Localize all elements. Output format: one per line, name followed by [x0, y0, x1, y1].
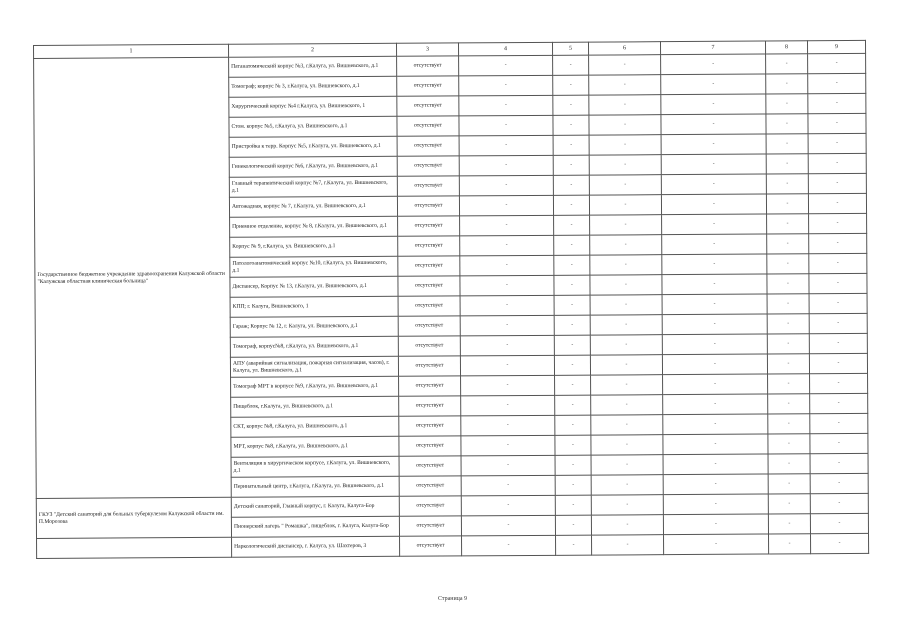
- dash-cell-col8: -: [768, 494, 810, 514]
- dash-cell-col8: -: [768, 454, 810, 474]
- facility-address-cell: Пионерский лагерь " Ромашка", пищеблок, г. Калуга, Калуга-Бор: [231, 516, 399, 537]
- status-cell: отсутствует: [398, 276, 460, 296]
- dash-cell-col5: -: [554, 355, 590, 375]
- dash-cell-col5: -: [555, 375, 591, 395]
- dash-cell-col4: -: [459, 195, 553, 216]
- dash-cell-col6: -: [590, 355, 662, 375]
- dash-cell-col9: -: [808, 113, 866, 133]
- dash-cell-col4: -: [460, 215, 554, 236]
- dash-cell-col5: -: [553, 135, 589, 155]
- facility-address-cell: Перинатальный центр, г.Калуга, г.Калуга, ул. Вишневского, д.1: [231, 476, 399, 497]
- dash-cell-col7: -: [663, 454, 768, 475]
- dash-cell-col9: -: [809, 333, 867, 353]
- dash-cell-col9: -: [808, 193, 866, 213]
- dash-cell-col5: -: [555, 495, 591, 515]
- dash-cell-col9: -: [810, 413, 868, 433]
- dash-cell-col5: -: [555, 435, 591, 455]
- dash-cell-col9: -: [810, 473, 868, 493]
- dash-cell-col5: -: [554, 215, 590, 235]
- dash-cell-col7: -: [662, 334, 767, 355]
- dash-cell-col9: -: [808, 93, 866, 113]
- dash-cell-col5: -: [554, 315, 590, 335]
- dash-cell-col8: -: [768, 474, 810, 494]
- dash-cell-col8: -: [766, 194, 808, 214]
- status-cell: отсутствует: [398, 316, 460, 336]
- table-body: [34, 40, 869, 558]
- dash-cell-col4: -: [461, 515, 555, 536]
- status-cell: отсутствует: [398, 336, 460, 356]
- dash-cell-col7: -: [661, 94, 766, 115]
- dash-cell-col4: -: [461, 395, 555, 416]
- status-cell: отсутствует: [399, 396, 461, 416]
- dash-cell-col7: -: [663, 374, 768, 395]
- dash-cell-col6: -: [591, 395, 663, 415]
- dash-cell-col7: -: [662, 274, 767, 295]
- dash-cell-col6: -: [589, 175, 661, 195]
- dash-cell-col6: -: [589, 55, 661, 75]
- status-cell: отсутствует: [399, 476, 461, 496]
- dash-cell-col8: -: [768, 414, 810, 434]
- status-cell: отсутствует: [397, 196, 459, 216]
- status-cell: отсутствует: [398, 356, 460, 376]
- status-cell: отсутствует: [399, 376, 461, 396]
- dash-cell-col8: -: [769, 534, 811, 554]
- dash-cell-col6: -: [589, 135, 661, 155]
- dash-cell-col8: -: [768, 374, 810, 394]
- dash-cell-col5: -: [554, 295, 590, 315]
- dash-cell-col5: -: [553, 155, 589, 175]
- facility-address-cell: Детский санаторий, Главный корпус, г. Калуга, Калуга-Бор: [231, 496, 399, 517]
- dash-cell-col8: -: [767, 234, 809, 254]
- dash-cell-col4: -: [460, 255, 554, 276]
- dash-cell-col7: -: [663, 474, 768, 495]
- dash-cell-col6: -: [590, 315, 662, 335]
- facility-address-cell: АПУ (аварийная сигнализация, пожарная сигнализация, часов), г. Калуга, ул. Вишневского, д.1: [230, 356, 398, 377]
- dash-cell-col6: -: [591, 455, 663, 475]
- dash-cell-col7: -: [661, 174, 766, 195]
- facility-address-cell: Томограф МРТ в корпусе №9, г.Калуга, ул. Вишневского, д.1: [231, 376, 399, 397]
- dash-cell-col7: -: [662, 294, 767, 315]
- facility-address-cell: Патологоанатомический корпус №10, г.Калуга, ул. Вишневского, д.1: [230, 256, 398, 277]
- dash-cell-col4: -: [461, 435, 555, 456]
- dash-cell-col7: -: [663, 514, 768, 535]
- dash-cell-col9: -: [808, 153, 866, 173]
- dash-cell-col4: -: [461, 475, 555, 496]
- dash-cell-col4: -: [460, 275, 554, 296]
- status-cell: отсутствует: [399, 436, 461, 456]
- status-cell: отсутствует: [397, 96, 459, 116]
- dash-cell-col6: -: [590, 215, 662, 235]
- dash-cell-col6: -: [589, 95, 661, 115]
- dash-cell-col8: -: [767, 254, 809, 274]
- facility-address-cell: Гараж; Корпус № 12, г. Калуга, ул. Вишневского, д.1: [230, 316, 398, 337]
- dash-cell-col6: -: [591, 515, 663, 535]
- dash-cell-col5: -: [554, 255, 590, 275]
- dash-cell-col9: -: [809, 233, 867, 253]
- dash-cell-col8: -: [766, 134, 808, 154]
- facility-address-cell: Патанатомический корпус №3, г.Калуга, ул. Вишневского, д.1: [229, 56, 397, 77]
- dash-cell-col6: -: [591, 435, 663, 455]
- dash-cell-col4: -: [461, 415, 555, 436]
- dash-cell-col6: -: [589, 195, 661, 215]
- facility-address-cell: СКТ, корпус №8, г.Калуга, ул. Вишневского, д.1: [231, 416, 399, 437]
- dash-cell-col9: -: [810, 453, 868, 473]
- dash-cell-col8: -: [768, 434, 810, 454]
- header-cell-col3: 3: [396, 43, 458, 56]
- dash-cell-col8: -: [767, 314, 809, 334]
- facility-address-cell: Пищеблок, г.Калуга, ул. Вишневского, д.1: [231, 396, 399, 417]
- dash-cell-col4: -: [461, 495, 555, 516]
- table-row: [37, 533, 869, 558]
- status-cell: отсутствует: [397, 76, 459, 96]
- dash-cell-col7: -: [661, 74, 766, 95]
- dash-cell-col5: -: [555, 475, 591, 495]
- dash-cell-col5: -: [554, 335, 590, 355]
- page-number: Страница 9: [437, 596, 468, 602]
- dash-cell-col5: -: [554, 235, 590, 255]
- dash-cell-col6: -: [590, 235, 662, 255]
- facility-address-cell: Стом. корпус №5, г.Калуга, ул. Вишневского, д.1: [229, 116, 397, 137]
- header-cell-col2: 2: [228, 43, 396, 57]
- dash-cell-col7: -: [661, 194, 766, 215]
- facility-address-cell: Вентиляция в хирургическом корпусе, г.Калуга, ул. Вишневского, д.1: [231, 456, 399, 477]
- dash-cell-col8: -: [766, 74, 808, 94]
- dash-cell-col9: -: [809, 253, 867, 273]
- header-cell-col4: 4: [458, 42, 552, 56]
- dash-cell-col6: -: [591, 475, 663, 495]
- status-cell: отсутствует: [399, 496, 461, 516]
- header-cell-col8: 8: [765, 41, 807, 54]
- status-cell: отсутствует: [398, 296, 460, 316]
- header-cell-col6: 6: [588, 42, 660, 55]
- dash-cell-col6: -: [589, 75, 661, 95]
- dash-cell-col9: -: [808, 173, 866, 193]
- status-cell: отсутствует: [397, 156, 459, 176]
- dash-cell-col4: -: [461, 455, 555, 476]
- status-cell: отсутствует: [399, 416, 461, 436]
- dash-cell-col8: -: [766, 174, 808, 194]
- status-cell: отсутствует: [399, 516, 461, 536]
- header-cell-col9: 9: [807, 40, 865, 53]
- dash-cell-col6: -: [589, 155, 661, 175]
- header-cell-col5: 5: [552, 42, 588, 55]
- dash-cell-col7: -: [662, 354, 767, 375]
- organization-cell: Государственное бюджетное учреждение здравоохранения Калужской области "Калужская областная клиническая больница": [34, 57, 232, 498]
- dash-cell-col5: -: [555, 395, 591, 415]
- facility-address-cell: КПП; г. Калуга, Вишневского, 1: [230, 296, 398, 317]
- dash-cell-col8: -: [768, 514, 810, 534]
- header-cell-col1: 1: [34, 44, 229, 58]
- dash-cell-col5: -: [553, 175, 589, 195]
- dash-cell-col9: -: [810, 493, 868, 513]
- dash-cell-col9: -: [809, 313, 867, 333]
- dash-cell-col5: -: [556, 535, 592, 555]
- dash-cell-col5: -: [555, 455, 591, 475]
- dash-cell-col9: -: [809, 353, 867, 373]
- dash-cell-col4: -: [459, 155, 553, 176]
- dash-cell-col5: -: [555, 415, 591, 435]
- dash-cell-col4: -: [459, 135, 553, 156]
- dash-cell-col5: -: [555, 515, 591, 535]
- status-cell: отсутствует: [399, 456, 461, 476]
- dash-cell-col7: -: [661, 134, 766, 155]
- dash-cell-col7: -: [663, 434, 768, 455]
- dash-cell-col9: -: [811, 533, 869, 553]
- dash-cell-col9: -: [810, 433, 868, 453]
- dash-cell-col6: -: [590, 255, 662, 275]
- dash-cell-col8: -: [767, 354, 809, 374]
- status-cell: отсутствует: [397, 56, 459, 76]
- dash-cell-col7: -: [661, 54, 766, 75]
- status-cell: отсутствует: [398, 236, 460, 256]
- facility-address-cell: Наркологический диспансер, г. Калуга, ул. Шахтеров, 3: [232, 536, 400, 557]
- facility-address-cell: Автожадная, корпус № 7, г.Калуга, ул. Вишневского, д.1: [229, 196, 397, 217]
- dash-cell-col6: -: [590, 335, 662, 355]
- status-cell: отсутствует: [397, 136, 459, 156]
- organization-cell: [37, 537, 232, 558]
- dash-cell-col9: -: [809, 213, 867, 233]
- facility-address-cell: Томограф, корпус№8, г.Калуга, ул. Вишневского, д.1: [230, 336, 398, 357]
- facility-address-cell: Корпус № 9, г.Калуга, ул. Вишневского, д.1: [230, 236, 398, 257]
- dash-cell-col8: -: [767, 294, 809, 314]
- facility-address-cell: Гинекологический корпус №6, г.Калуга, ул. Вишневского, д.1: [229, 156, 397, 177]
- dash-cell-col8: -: [766, 114, 808, 134]
- facility-address-cell: Хирургический корпус №4 г.Калуга, ул. Вишневского, 1: [229, 96, 397, 117]
- dash-cell-col9: -: [810, 393, 868, 413]
- dash-cell-col8: -: [768, 394, 810, 414]
- dash-cell-col4: -: [459, 55, 553, 76]
- dash-cell-col6: -: [591, 415, 663, 435]
- status-cell: отсутствует: [398, 216, 460, 236]
- dash-cell-col7: -: [664, 534, 769, 555]
- dash-cell-col4: -: [461, 375, 555, 396]
- dash-cell-col5: -: [553, 115, 589, 135]
- status-cell: отсутствует: [400, 536, 462, 556]
- dash-cell-col9: -: [808, 73, 866, 93]
- dash-cell-col4: -: [459, 175, 553, 196]
- dash-cell-col6: -: [590, 275, 662, 295]
- dash-cell-col6: -: [592, 535, 664, 555]
- facility-address-cell: Томограф; корпус № 3, г.Калуга, ул. Вишневского, д.1: [229, 76, 397, 97]
- facility-address-cell: Главный терапевтический корпус №7, г.Калуга, ул. Вишневского, д.1: [229, 176, 397, 197]
- dash-cell-col8: -: [767, 274, 809, 294]
- dash-cell-col6: -: [589, 115, 661, 135]
- status-cell: отсутствует: [397, 116, 459, 136]
- dash-cell-col7: -: [661, 114, 766, 135]
- dash-cell-col9: -: [810, 373, 868, 393]
- dash-cell-col8: -: [767, 334, 809, 354]
- dash-cell-col9: -: [809, 273, 867, 293]
- dash-cell-col5: -: [553, 95, 589, 115]
- dash-cell-col7: -: [663, 494, 768, 515]
- dash-cell-col4: -: [460, 335, 554, 356]
- dash-cell-col7: -: [662, 214, 767, 235]
- status-cell: отсутствует: [398, 256, 460, 276]
- dash-cell-col4: -: [460, 235, 554, 256]
- dash-cell-col4: -: [460, 295, 554, 316]
- dash-cell-col8: -: [766, 54, 808, 74]
- dash-cell-col6: -: [590, 295, 662, 315]
- dash-cell-col7: -: [663, 394, 768, 415]
- dash-cell-col9: -: [808, 53, 866, 73]
- report-table: [33, 40, 869, 559]
- dash-cell-col8: -: [767, 214, 809, 234]
- dash-cell-col7: -: [661, 154, 766, 175]
- dash-cell-col4: -: [462, 535, 556, 556]
- header-cell-col7: 7: [660, 41, 765, 55]
- dash-cell-col7: -: [662, 234, 767, 255]
- facility-address-cell: Приемное отделение, корпус № 8, г.Калуга, ул. Вишневского, д.1: [230, 216, 398, 237]
- dash-cell-col4: -: [460, 315, 554, 336]
- dash-cell-col4: -: [460, 355, 554, 376]
- facility-address-cell: МРТ, корпус №8, г.Калуга, ул. Вишневского, д.1: [231, 436, 399, 457]
- dash-cell-col4: -: [459, 115, 553, 136]
- organization-cell: ГКУЗ "Детский санаторий для больных туберкулезом Калужской области им. П.Морозова: [36, 497, 231, 538]
- dash-cell-col6: -: [591, 495, 663, 515]
- dash-cell-col5: -: [554, 275, 590, 295]
- dash-cell-col9: -: [810, 513, 868, 533]
- dash-cell-col5: -: [553, 55, 589, 75]
- status-cell: отсутствует: [397, 176, 459, 196]
- dash-cell-col4: -: [459, 75, 553, 96]
- facility-address-cell: Пристройка к терр. Корпус №5, г.Калуга, ул. Вишневского, д.1: [229, 136, 397, 157]
- dash-cell-col4: -: [459, 95, 553, 116]
- dash-cell-col7: -: [662, 254, 767, 275]
- dash-cell-col9: -: [809, 293, 867, 313]
- dash-cell-col7: -: [662, 314, 767, 335]
- dash-cell-col5: -: [553, 75, 589, 95]
- dash-cell-col6: -: [591, 375, 663, 395]
- dash-cell-col5: -: [553, 195, 589, 215]
- dash-cell-col7: -: [663, 414, 768, 435]
- dash-cell-col8: -: [766, 154, 808, 174]
- dash-cell-col9: -: [808, 133, 866, 153]
- facility-address-cell: Диспансер, Корпус № 13, г.Калуга, ул. Вишневского, д.1: [230, 276, 398, 297]
- dash-cell-col8: -: [766, 94, 808, 114]
